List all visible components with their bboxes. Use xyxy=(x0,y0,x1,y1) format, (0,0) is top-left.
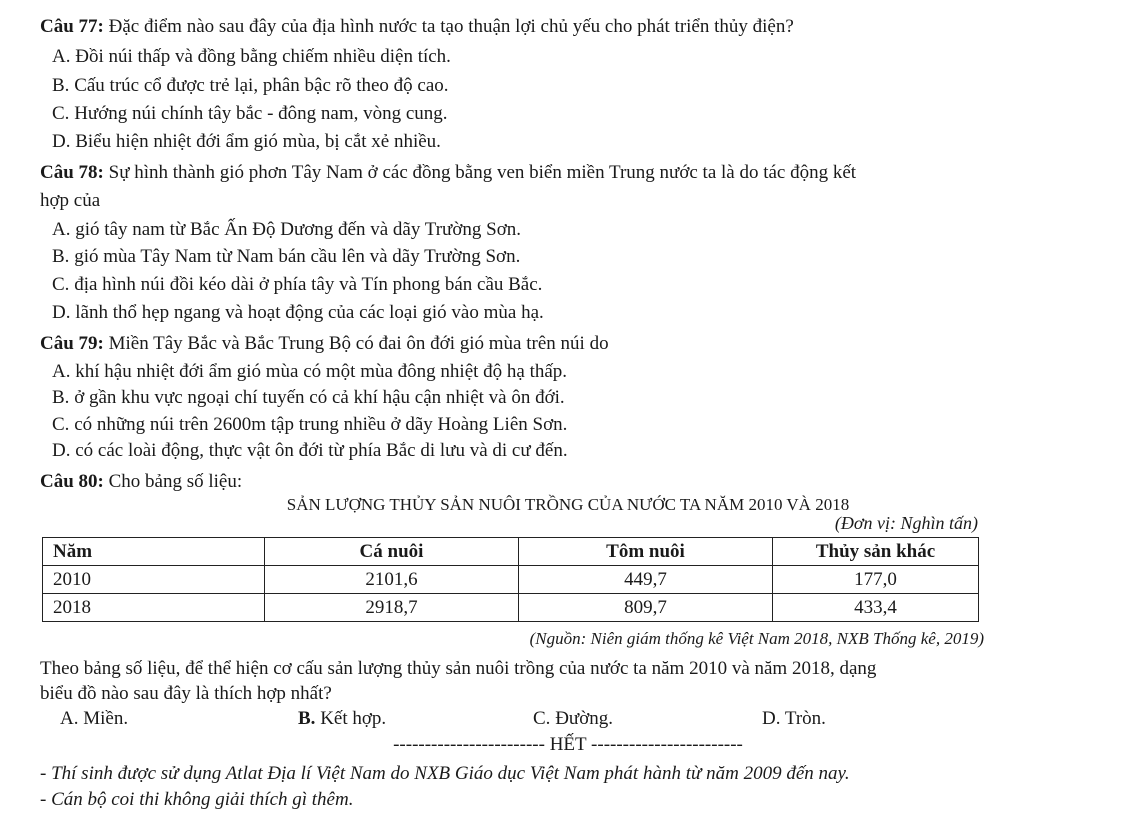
option-text: Hướng núi chính tây bắc - đông nam, vòng cung. xyxy=(69,103,448,124)
option-letter: C. xyxy=(533,708,551,729)
option-80-a xyxy=(60,706,128,732)
table-cell: 2010 xyxy=(43,566,265,594)
option-letter: B. xyxy=(52,387,70,408)
option-text: Đường. xyxy=(550,708,614,729)
table-cell: 2101,6 xyxy=(265,566,519,594)
table-title: SẢN LƯỢNG THỦY SẢN NUÔI TRỒNG CỦA NƯỚC TA NĂM 2010 VÀ 2018 xyxy=(286,495,850,514)
option-text: địa hình núi đồi kéo dài ở phía tây và Tín phong bán cầu Bắc. xyxy=(69,274,543,295)
option-letter: C. xyxy=(52,103,70,124)
option-letter: C. xyxy=(52,414,70,435)
option-78-d xyxy=(52,300,544,326)
option-77-b xyxy=(52,73,449,99)
option-text: gió mùa Tây Nam từ Nam bán cầu lên và dãy Trường Sơn. xyxy=(69,246,521,267)
option-letter: A. xyxy=(52,219,71,240)
table-header: Tôm nuôi xyxy=(519,538,773,566)
table-cell: 809,7 xyxy=(519,594,773,622)
question-78-cont: hợp của xyxy=(40,190,101,211)
question-78 xyxy=(40,160,856,186)
option-78-c xyxy=(52,272,542,298)
table-header: Thủy sản khác xyxy=(773,538,979,566)
option-text: ở gần khu vực ngoại chí tuyến có cả khí hậu cận nhiệt và ôn đới. xyxy=(69,387,565,408)
option-80-c xyxy=(533,706,613,732)
end-marker: ------------------------ HẾT ------------------------ xyxy=(393,734,743,755)
question-79 xyxy=(40,331,609,357)
option-79-a xyxy=(52,359,567,385)
option-text: Đồi núi thấp và đồng bằng chiếm nhiều diện tích. xyxy=(70,46,451,67)
footer-note-1: - Thí sinh được sử dụng Atlat Địa lí Việt Nam do NXB Giáo dục Việt Nam phát hành từ năm 2009 đến nay. xyxy=(40,763,850,784)
table-header: Cá nuôi xyxy=(265,538,519,566)
option-letter: B. xyxy=(52,246,70,267)
question-label: Câu 78: xyxy=(40,162,104,183)
option-text: Tròn. xyxy=(780,708,826,729)
table-header: Năm xyxy=(43,538,265,566)
table-cell: 177,0 xyxy=(773,566,979,594)
option-letter: B. xyxy=(298,708,316,729)
table-header-row xyxy=(43,538,979,566)
question-label: Câu 77: xyxy=(40,16,104,37)
data-table xyxy=(42,537,979,622)
table-cell: 2918,7 xyxy=(265,594,519,622)
option-79-c xyxy=(52,412,567,438)
table-source: (Nguồn: Niên giám thống kê Việt Nam 2018, NXB Thống kê, 2019) xyxy=(529,629,984,648)
option-letter: A. xyxy=(52,361,71,382)
option-text: Miền. xyxy=(78,708,129,729)
table-cell: 433,4 xyxy=(773,594,979,622)
question-text: Đặc điểm nào sau đây của địa hình nước ta tạo thuận lợi chủ yếu cho phát triển thủy điện? xyxy=(103,16,794,37)
option-text: gió tây nam từ Bắc Ấn Độ Dương đến và dãy Trường Sơn. xyxy=(70,219,521,240)
question-80-prompt: Theo bảng số liệu, để thể hiện cơ cấu sản lượng thủy sản nuôi trồng của nước ta năm 2010 và năm 2018, dạng xyxy=(40,658,877,679)
option-79-b xyxy=(52,385,565,411)
option-letter: D. xyxy=(52,440,71,461)
table-unit: (Đơn vị: Nghìn tấn) xyxy=(834,513,978,533)
option-78-a xyxy=(52,217,521,243)
option-text: Kết hợp. xyxy=(315,708,387,729)
option-text: Cấu trúc cổ được trẻ lại, phân bậc rõ theo độ cao. xyxy=(69,75,449,96)
option-77-d xyxy=(52,129,441,155)
option-text: Biểu hiện nhiệt đới ẩm gió mùa, bị cắt xẻ nhiều. xyxy=(70,131,441,152)
table-row xyxy=(43,594,979,622)
option-text: có các loài động, thực vật ôn đới từ phía Bắc di lưu và di cư đến. xyxy=(70,440,568,461)
question-label: Câu 79: xyxy=(40,333,104,354)
option-letter: A. xyxy=(52,46,71,67)
option-letter: D. xyxy=(52,131,71,152)
option-77-c xyxy=(52,101,448,127)
option-78-b xyxy=(52,244,520,270)
option-text: có những núi trên 2600m tập trung nhiều ở dãy Hoàng Liên Sơn. xyxy=(69,414,568,435)
option-text: khí hậu nhiệt đới ẩm gió mùa có một mùa đông nhiệt độ hạ thấp. xyxy=(70,361,568,382)
option-text: lãnh thổ hẹp ngang và hoạt động của các loại gió vào mùa hạ. xyxy=(70,302,544,323)
option-letter: B. xyxy=(52,75,70,96)
question-label: Câu 80: xyxy=(40,471,104,492)
question-text: Sự hình thành gió phơn Tây Nam ở các đồng bằng ven biển miền Trung nước ta là do tác động kết xyxy=(103,162,857,183)
option-79-d xyxy=(52,438,568,464)
table-cell: 449,7 xyxy=(519,566,773,594)
option-letter: D. xyxy=(52,302,71,323)
option-letter: C. xyxy=(52,274,70,295)
option-80-d xyxy=(762,706,826,732)
question-text: Miền Tây Bắc và Bắc Trung Bộ có đai ôn đới gió mùa trên núi do xyxy=(103,333,609,354)
footer-note-2: - Cán bộ coi thi không giải thích gì thêm. xyxy=(40,789,354,810)
table-row xyxy=(43,566,979,594)
table-cell: 2018 xyxy=(43,594,265,622)
option-letter: D. xyxy=(762,708,781,729)
option-77-a xyxy=(52,44,451,70)
option-80-b xyxy=(298,706,386,732)
option-letter: A. xyxy=(60,708,79,729)
question-text: Cho bảng số liệu: xyxy=(103,471,243,492)
answer-options-80 xyxy=(60,706,960,732)
question-80-prompt-cont: biểu đồ nào sau đây là thích hợp nhất? xyxy=(40,683,332,704)
question-77 xyxy=(40,14,794,40)
